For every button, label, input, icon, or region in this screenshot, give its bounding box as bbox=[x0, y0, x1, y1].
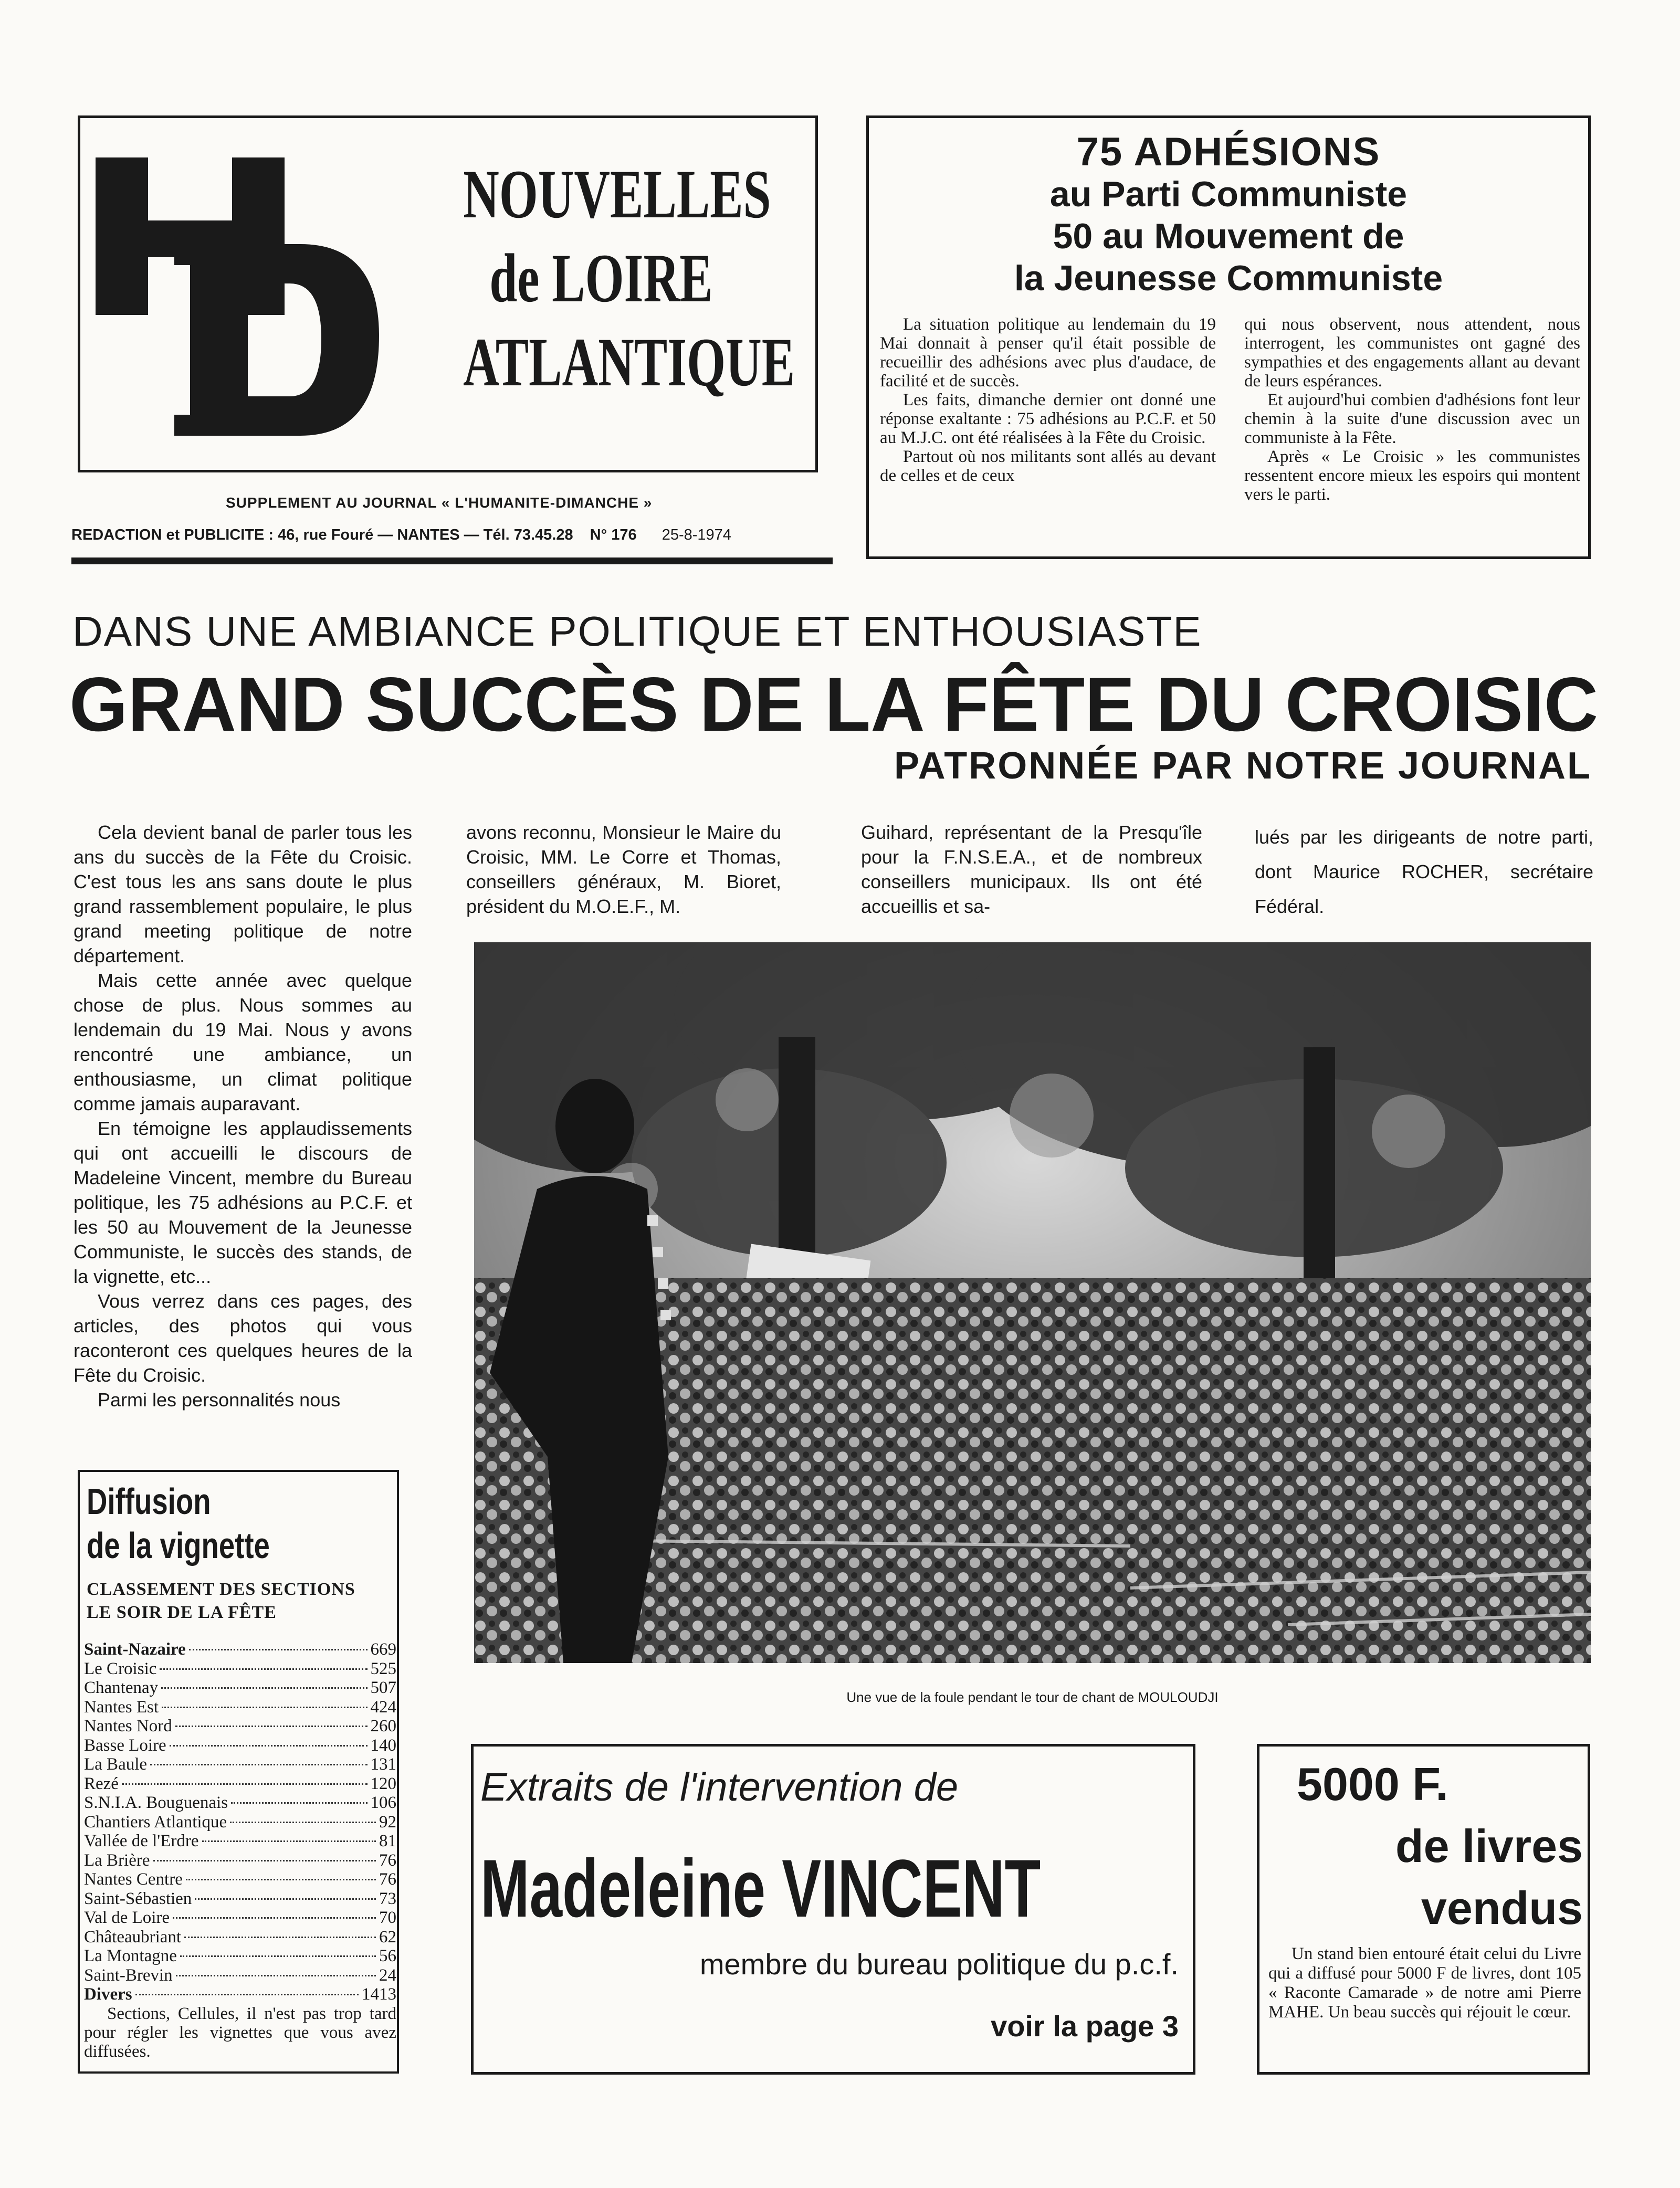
adhesions-headline bbox=[872, 131, 1586, 299]
livres-headline bbox=[1265, 1753, 1586, 1939]
ranking-section-name: La Baule bbox=[84, 1755, 148, 1774]
vignette-ranking bbox=[84, 1640, 396, 2004]
article-para: En témoigne les applaudissements qui ont accueilli le discours de Madeleine Vincent, membre du Bureau politique, les 75 adhésions au P.C.F. et les 50 au Mouvement de la Jeunesse Communiste, le succès des stands, de la vignette, etc... bbox=[74, 1118, 412, 1287]
ranking-value: 62 bbox=[379, 1927, 396, 1947]
ranking-section-name: Châteaubriant bbox=[84, 1927, 182, 1947]
adhesions-col-2 bbox=[1244, 315, 1580, 504]
ranking-row bbox=[84, 1928, 396, 1947]
article-col-4: lués par les dirigeants de notre parti, dont Maurice ROCHER, secrétaire Fédéral. bbox=[1255, 826, 1593, 917]
ranking-section-name: Saint-Sébastien bbox=[84, 1889, 192, 1908]
ranking-row bbox=[84, 1717, 396, 1736]
article-para: Parmi les personnalités nous bbox=[98, 1389, 341, 1411]
ranking-value: 424 bbox=[370, 1697, 396, 1717]
ranking-leader-dots bbox=[189, 1649, 368, 1650]
ranking-leader-dots bbox=[231, 1802, 367, 1804]
article-col-1 bbox=[74, 820, 412, 1412]
livres-headline-2: de livres bbox=[1395, 1820, 1583, 1872]
ranking-section-name: La Montagne bbox=[84, 1947, 177, 1965]
ranking-value: 120 bbox=[370, 1774, 396, 1793]
issue-number: N° 176 bbox=[590, 527, 637, 543]
ranking-row bbox=[84, 1755, 396, 1774]
extraits-line1: Extraits de l'intervention de bbox=[480, 1765, 959, 1810]
adhesions-para: Partout où nos militants sont allés au devant de celles et de ceux bbox=[880, 447, 1216, 485]
redaction-line bbox=[71, 527, 833, 544]
ranking-row bbox=[84, 1870, 396, 1889]
ranking-row bbox=[84, 1851, 396, 1870]
ranking-value: 70 bbox=[379, 1908, 396, 1927]
ranking-value: 76 bbox=[379, 1870, 396, 1889]
ranking-section-name: Nantes Centre bbox=[84, 1870, 183, 1889]
crowd-photo-graphic bbox=[474, 942, 1591, 1663]
ranking-leader-dots bbox=[175, 1726, 368, 1727]
supplement-line: SUPPLEMENT AU JOURNAL « L'HUMANITE-DIMANCHE » bbox=[226, 495, 653, 511]
adhesions-para: Et aujourd'hui combien d'adhésions font leur chemin à la suite d'une discussion avec un communiste à la Fête. bbox=[1244, 391, 1580, 447]
ranking-row bbox=[84, 1985, 396, 2004]
ranking-section-name: Nantes Nord bbox=[84, 1717, 172, 1735]
ranking-row bbox=[84, 1698, 396, 1717]
ranking-value: 106 bbox=[370, 1793, 396, 1812]
ranking-leader-dots bbox=[161, 1687, 367, 1689]
ranking-leader-dots bbox=[195, 1898, 376, 1900]
ranking-value: 92 bbox=[379, 1812, 396, 1832]
vignette-subtitle bbox=[87, 1578, 355, 1624]
photo-caption: Une vue de la foule pendant le tour de chant de MOULOUDJI bbox=[846, 1689, 1219, 1705]
ranking-section-name: Basse Loire bbox=[84, 1735, 166, 1755]
adhesions-headline-1: 75 ADHÉSIONS bbox=[1076, 130, 1381, 174]
adhesions-headline-3: 50 au Mouvement de bbox=[1053, 216, 1404, 256]
masthead-logo bbox=[96, 150, 390, 444]
ranking-row bbox=[84, 1659, 396, 1679]
ranking-leader-dots bbox=[170, 1745, 368, 1747]
ranking-value: 507 bbox=[370, 1678, 396, 1697]
hd-logo-graphic bbox=[96, 150, 390, 444]
ranking-section-name: Chantiers Atlantique bbox=[84, 1812, 227, 1832]
ranking-section-name: Rezé bbox=[84, 1774, 119, 1793]
subhead: PATRONNÉE PAR NOTRE JOURNAL bbox=[894, 745, 1592, 787]
livres-body: Un stand bien entouré était celui du Livre qui a diffusé pour 5000 F de livres, dont 105 « Raconte Camarade » de notre ami Pierre MAHE. Un beau succès qui réjouit le cœur. bbox=[1268, 1944, 1581, 2022]
ranking-value: 73 bbox=[379, 1889, 396, 1908]
title-line-1: NOUVELLES bbox=[463, 155, 771, 233]
title-line-2: de LOIRE bbox=[489, 239, 713, 317]
ranking-section-name: Saint-Nazaire bbox=[84, 1640, 186, 1659]
article-col-2: avons reconnu, Monsieur le Maire du Croisic, MM. Le Corre et Thomas, conseillers généraux, M. Bioret, président du M.O.E.F., M. bbox=[466, 822, 781, 917]
adhesions-para: La situation politique au lendemain du 19 Mai donnait à penser qu'il était possible de recueillir des adhésions avec plus d'audace, de facilité et de succès. bbox=[880, 315, 1216, 391]
ranking-leader-dots bbox=[162, 1707, 367, 1708]
adhesions-headline-4: la Jeunesse Communiste bbox=[1014, 258, 1443, 298]
crowd-photo bbox=[474, 942, 1591, 1663]
ranking-leader-dots bbox=[160, 1668, 367, 1670]
adhesions-para: Les faits, dimanche dernier ont donné une réponse exaltante : 75 adhésions au P.C.F. et 50 au M.J.C. ont été réalisées à la Fête du Croisic. bbox=[880, 391, 1216, 447]
ranking-leader-dots bbox=[135, 1994, 359, 1995]
ranking-value: 260 bbox=[370, 1717, 396, 1735]
masthead-title bbox=[463, 152, 795, 404]
ranking-row bbox=[84, 1908, 396, 1928]
ranking-leader-dots bbox=[150, 1764, 367, 1765]
ranking-leader-dots bbox=[186, 1879, 376, 1880]
ranking-value: 525 bbox=[370, 1659, 396, 1678]
masthead-rule bbox=[71, 557, 833, 564]
ranking-value: 140 bbox=[370, 1735, 396, 1755]
ranking-leader-dots bbox=[184, 1937, 376, 1938]
ranking-row bbox=[84, 1774, 396, 1794]
ranking-value: 131 bbox=[370, 1755, 396, 1774]
ranking-value: 669 bbox=[370, 1640, 396, 1659]
vignette-title-1: Diffusion bbox=[87, 1481, 211, 1522]
issue-date: 25-8-1974 bbox=[662, 527, 731, 543]
redaction-address: REDACTION et PUBLICITE : 46, rue Fouré — NANTES — Tél. 73.45.28 bbox=[71, 527, 573, 543]
article-para: Vous verrez dans ces pages, des articles, des photos qui vous raconteront ces quelques heures de la Fête du Croisic. bbox=[74, 1290, 412, 1386]
ranking-value: 56 bbox=[379, 1947, 396, 1965]
extraits-role: membre du bureau politique du p.c.f. bbox=[699, 1948, 1179, 1981]
kicker: DANS UNE AMBIANCE POLITIQUE ET ENTHOUSIASTE bbox=[72, 608, 1202, 655]
vignette-subtitle-1: CLASSEMENT DES SECTIONS bbox=[87, 1580, 355, 1599]
ranking-row bbox=[84, 1832, 396, 1851]
livres-headline-1: 5000 F. bbox=[1297, 1758, 1448, 1810]
article-para: Mais cette année avec quelque chose de plus. Nous sommes au lendemain du 19 Mai. Nous y avons rencontré une ambiance, un enthousiasme, un climat politique comme jamais auparavant. bbox=[74, 970, 412, 1114]
ranking-section-name: Nantes Est bbox=[84, 1697, 159, 1717]
ranking-value: 24 bbox=[379, 1965, 396, 1985]
extraits-name: Madeleine VINCENT bbox=[480, 1843, 1041, 1934]
vignette-title-2: de la vignette bbox=[87, 1525, 270, 1566]
article-col-3: Guihard, représentant de la Presqu'île pour la F.N.S.E.A., et de nombreux conseillers municipaux. Ils ont été accueillis et sa- bbox=[861, 822, 1202, 917]
ranking-leader-dots bbox=[173, 1917, 376, 1919]
ranking-section-name: La Brière bbox=[84, 1850, 150, 1870]
ranking-row bbox=[84, 1889, 396, 1909]
adhesions-col-1 bbox=[880, 315, 1216, 485]
ranking-value: 81 bbox=[379, 1832, 396, 1850]
adhesions-para: qui nous observent, nous attendent, nous interrogent, les communistes ont gagné des sympathies et des engagements allant au devant de leurs espérances. bbox=[1244, 315, 1580, 391]
vignette-footer: Sections, Cellules, il n'est pas trop tard pour régler les vignettes que vous avez diffusées. bbox=[84, 2004, 396, 2061]
extraits-link[interactable]: voir la page 3 bbox=[991, 2010, 1179, 2043]
ranking-section-name: Divers bbox=[84, 1985, 132, 2004]
ranking-section-name: Le Croisic bbox=[84, 1659, 157, 1678]
ranking-section-name: Vallée de l'Erdre bbox=[84, 1832, 199, 1850]
adhesions-para: Après « Le Croisic » les communistes ressentent encore mieux les espoirs qui montent vers le parti. bbox=[1244, 447, 1580, 504]
ranking-leader-dots bbox=[180, 1955, 376, 1957]
ranking-section-name: Saint-Brevin bbox=[84, 1965, 173, 1985]
title-line-3: ATLANTIQUE bbox=[463, 323, 795, 401]
ranking-row bbox=[84, 1947, 396, 1966]
ranking-row bbox=[84, 1793, 396, 1813]
vignette-subtitle-2: LE SOIR DE LA FÊTE bbox=[87, 1603, 277, 1622]
ranking-leader-dots bbox=[176, 1975, 376, 1976]
ranking-value: 76 bbox=[379, 1850, 396, 1870]
ranking-leader-dots bbox=[122, 1783, 368, 1785]
article-para: Cela devient banal de parler tous les ans du succès de la Fête du Croisic. C'est tous les ans sans doute le plus grand rassemblement populaire, le plus grand meeting politique de notre département. bbox=[74, 822, 412, 966]
ranking-row bbox=[84, 1736, 396, 1755]
ranking-leader-dots bbox=[230, 1822, 376, 1823]
livres-headline-3: vendus bbox=[1421, 1882, 1583, 1934]
ranking-leader-dots bbox=[153, 1860, 376, 1861]
ranking-row bbox=[84, 1966, 396, 1985]
ranking-row bbox=[84, 1813, 396, 1832]
vignette-title bbox=[87, 1479, 270, 1568]
main-headline: GRAND SUCCÈS DE LA FÊTE DU CROISIC bbox=[69, 661, 1599, 747]
ranking-row bbox=[84, 1640, 396, 1659]
ranking-row bbox=[84, 1678, 396, 1698]
ranking-value: 1413 bbox=[362, 1985, 396, 2004]
ranking-section-name: Val de Loire bbox=[84, 1908, 170, 1927]
ranking-leader-dots bbox=[202, 1840, 376, 1842]
ranking-section-name: Chantenay bbox=[84, 1678, 159, 1697]
ranking-section-name: S.N.I.A. Bouguenais bbox=[84, 1793, 228, 1812]
adhesions-headline-2: au Parti Communiste bbox=[1049, 174, 1408, 214]
